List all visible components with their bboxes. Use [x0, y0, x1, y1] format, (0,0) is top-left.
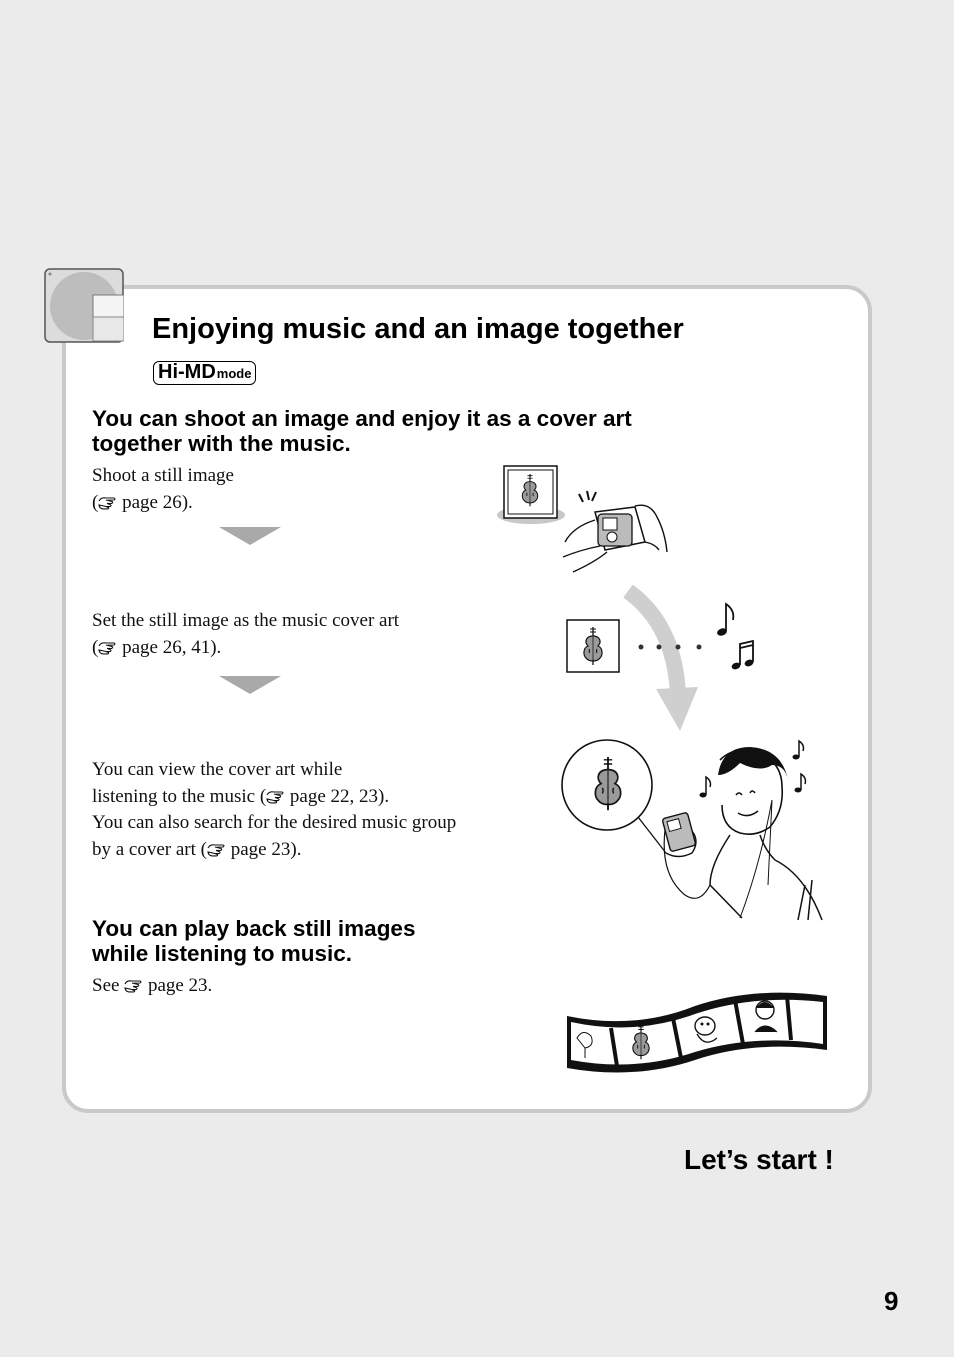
- down-arrow-2: [219, 676, 281, 694]
- step3-text: You can view the cover art while listening to the music ( page 22, 23). You can also search for the desired music group by a cover art ( page 23).: [92, 759, 457, 860]
- heading-cover-art: You can shoot an image and enjoy it as a cover art together with the music.: [92, 406, 632, 456]
- page-number: 9: [884, 1286, 899, 1316]
- camera-hands-icon: [495, 462, 675, 577]
- heading-playback: You can play back still images while listening to music.: [92, 916, 416, 966]
- page-reference-hand-icon: [98, 495, 117, 510]
- page-reference-hand-icon: [266, 789, 285, 804]
- hi-md-mode-badge: [153, 361, 256, 385]
- badge-sub: mode: [216, 366, 252, 381]
- minidisc-icon: [44, 268, 124, 343]
- step1-text: Shoot a still image ( page 26).: [92, 465, 234, 513]
- page-reference-hand-icon: [98, 640, 117, 655]
- step2-text: Set the still image as the music cover art ( page 26, 41).: [92, 610, 400, 658]
- see-reference: See page 23.: [92, 975, 213, 996]
- film-strip-icon: [565, 988, 830, 1073]
- music-note-icon: [716, 604, 754, 671]
- person-listening-icon: [560, 735, 830, 925]
- badge-main: Hi-MD: [158, 361, 216, 383]
- down-arrow-1: [219, 527, 281, 545]
- page-reference-hand-icon: [124, 978, 143, 993]
- page-reference-hand-icon: [207, 842, 226, 857]
- cover-art-music-icon: [565, 598, 760, 678]
- lets-start-heading: Let’s start !: [684, 1144, 834, 1175]
- section-title: Enjoying music and an image together: [152, 313, 684, 345]
